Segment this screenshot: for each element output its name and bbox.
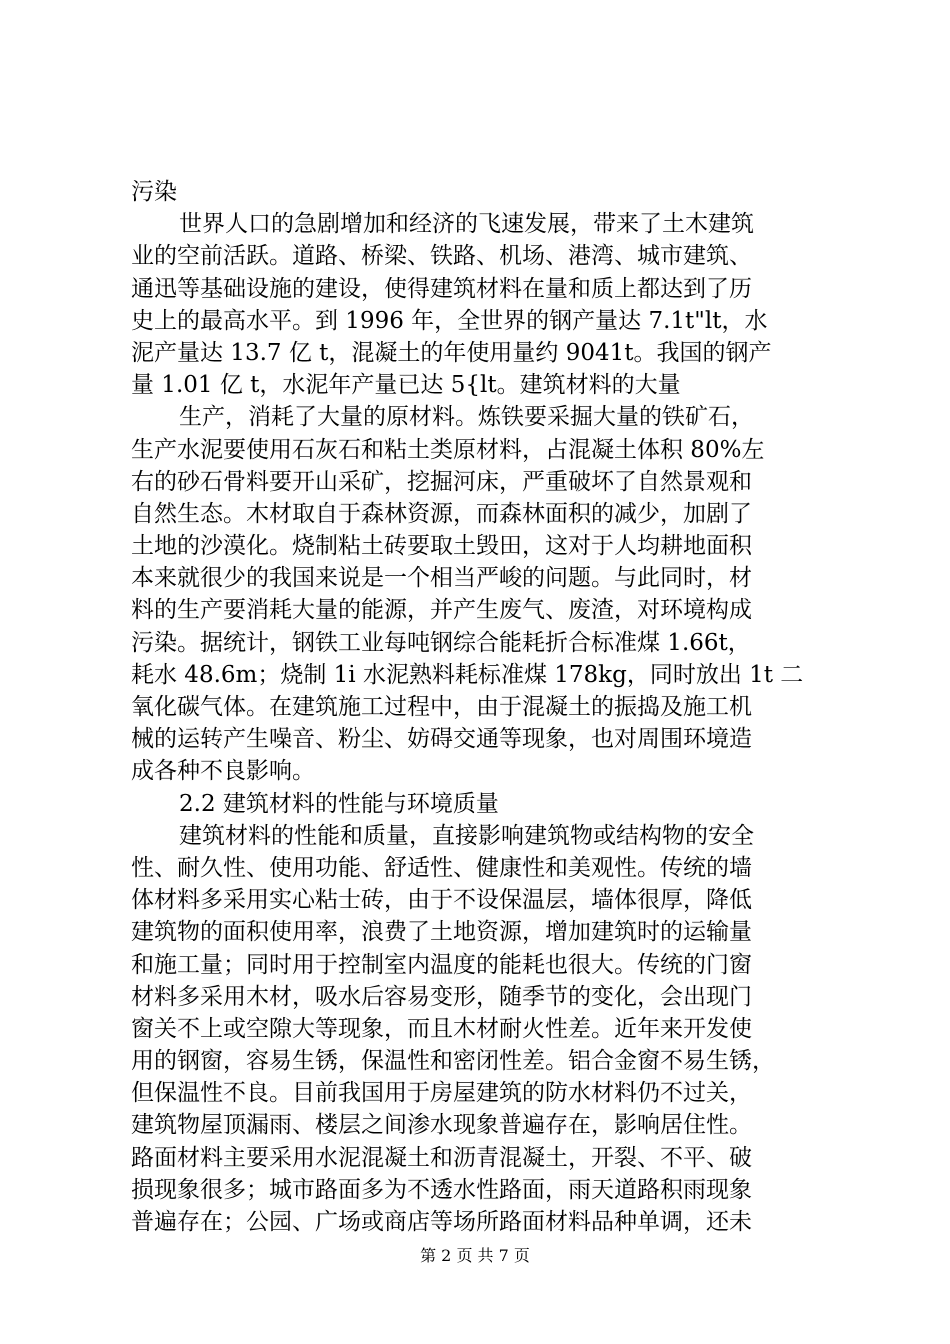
paragraph-start-line: 建筑材料的性能和质量，直接影响建筑物或结构物的安全 — [179, 822, 754, 849]
text-line: 泥产量达 13.7 亿 t，混凝土的年使用量约 9041t。我国的钢产 — [131, 339, 772, 366]
text-line: 业的空前活跃。道路、桥梁、铁路、机场、港湾、城市建筑、 — [131, 243, 752, 270]
text-line: 材料多采用木材，吸水后容易变形，随季节的变化，会出现门 — [131, 983, 752, 1010]
text-line: 普遍存在；公园、广场或商店等场所路面材料品种单调，还未 — [131, 1209, 752, 1235]
text-line: 建筑物的面积使用率，浪费了土地资源，增加建筑时的运输量 — [131, 919, 752, 946]
text-line: 量 1.01 亿 t，水泥年产量已达 5{lt。建筑材料的大量 — [131, 372, 681, 399]
text-line: 体材料多采用实心粘士砖，由于不设保温层，墙体很厚，降低 — [131, 887, 752, 914]
text-line: 但保温性不良。目前我国用于房屋建筑的防水材料仍不过关， — [131, 1080, 752, 1107]
text-line: 建筑物屋顶漏雨、楼层之间渗水现象普遍存在，影响居住性。 — [131, 1112, 752, 1139]
text-line: 和施工量；同时用于控制室内温度的能耗也很大。传统的门窗 — [131, 951, 752, 978]
text-line: 用的钢窗，容易生锈，保温性和密闭性差。铝合金窗不易生锈， — [131, 1048, 775, 1075]
text-line: 损现象很多；城市路面多为不透水性路面，雨天道路积雨现象 — [131, 1176, 752, 1203]
text-line: 史上的最高水平。到 1996 年，全世界的钢产量达 7.1t"lt，水 — [131, 307, 768, 334]
text-line: 路面材料主要采用水泥混凝土和沥青混凝土，开裂、不平、破 — [131, 1144, 752, 1171]
text-line: 料的生产要消耗大量的能源，并产生废气、废渣，对环境构成 — [131, 597, 752, 624]
text-line: 污染。据统计，钢铁工业每吨钢综合能耗折合标准煤 1.66t， — [131, 629, 751, 656]
text-line: 生产水泥要使用石灰石和粘土类原材料，占混凝土体积 80%左 — [131, 436, 765, 463]
page-footer — [0, 1246, 950, 1266]
text-line: 耗水 48.6m；烧制 1i 水泥熟料耗标准煤 178kg，同时放出 1t 二 — [131, 661, 804, 688]
text-line: 成各种不良影响。 — [131, 758, 315, 785]
section-heading: 2.2 建筑材料的性能与环境质量 — [179, 790, 499, 817]
paragraph-start-line: 生产，消耗了大量的原材料。炼铁要采掘大量的铁矿石， — [179, 404, 754, 431]
text-line: 自然生态。木材取自于森林资源，而森林面积的减少，加剧了 — [131, 500, 752, 527]
text-line: 土地的沙漠化。烧制粘土砖要取土毁田，这对于人均耕地面积 — [131, 533, 752, 560]
text-line: 窗关不上或空隙大等现象，而且木材耐火性差。近年来开发使 — [131, 1015, 752, 1042]
text-line: 污染 — [131, 179, 177, 205]
body-text — [131, 176, 831, 1238]
text-line: 通迅等基础设施的建设，使得建筑材料在量和质上都达到了历 — [131, 275, 752, 302]
text-line: 本来就很少的我国来说是一个相当严峻的问题。与此同时，材 — [131, 565, 752, 592]
text-line: 性、耐久性、使用功能、舒适性、健康性和美观性。传统的墙 — [131, 854, 752, 881]
text-line: 右的砂石骨料要开山采矿，挖掘河床，严重破坏了自然景观和 — [131, 468, 752, 495]
paragraph-start-line: 世界人口的急剧增加和经济的飞速发展，带来了土木建筑 — [179, 211, 754, 238]
page-number-label: 第 2 页 共 7 页 — [420, 1246, 530, 1265]
text-line: 械的运转产生噪音、粉尘、妨碍交通等现象，也对周围环境造 — [131, 726, 752, 753]
text-line: 氧化碳气体。在建筑施工过程中，由于混凝土的振捣及施工机 — [131, 694, 752, 720]
